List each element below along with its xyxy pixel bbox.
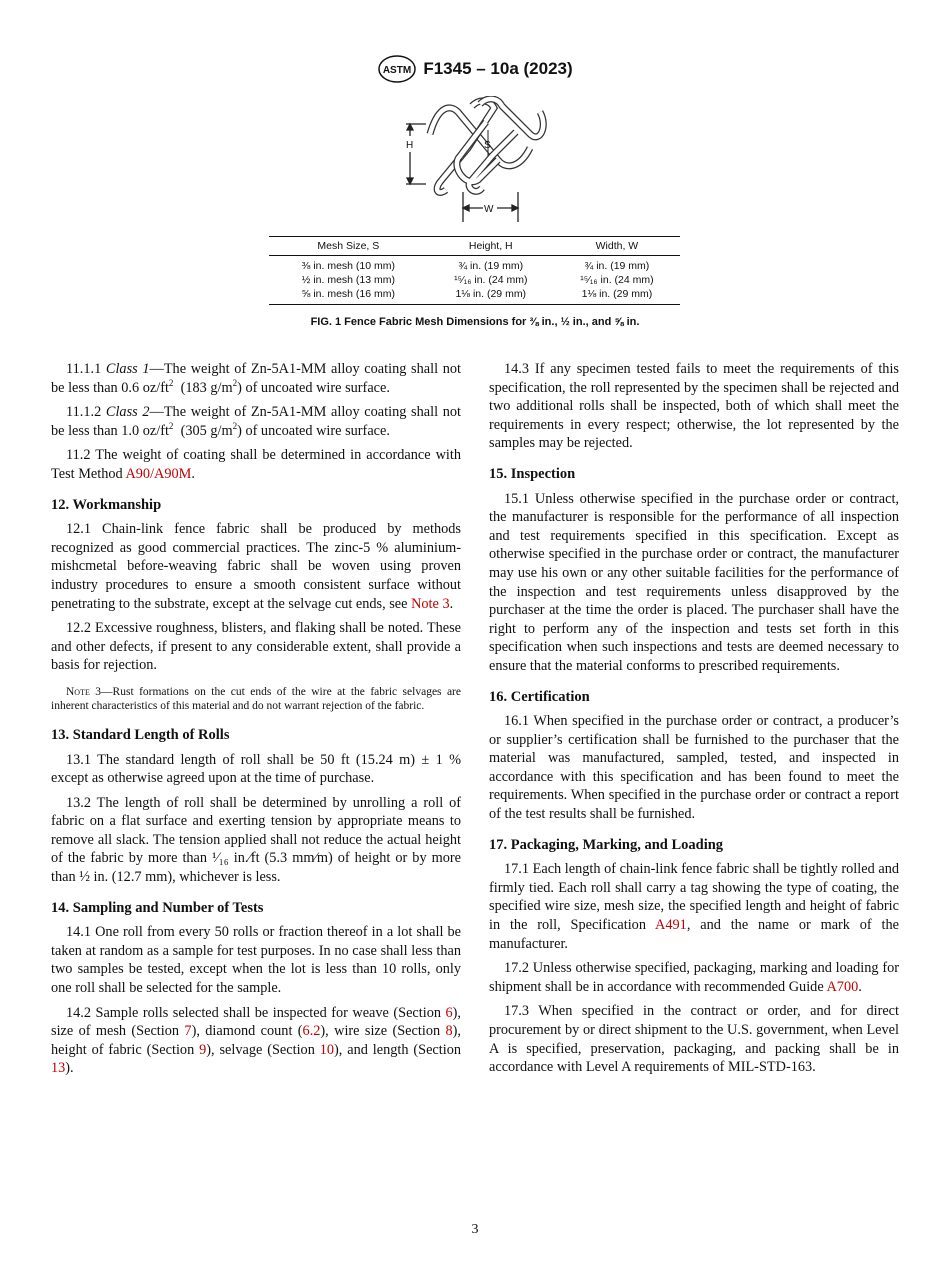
table-row: [269, 273, 680, 287]
paragraph-12-2: 12.2 Excessive roughness, blisters, and flaking shall be noted. These and other defects, if present to any considerable extent, shall provide a basis for rejection.: [51, 620, 461, 674]
link-section-6[interactable]: 6: [445, 1004, 453, 1021]
paragraph-14-2: 14.2 Sample rolls selected shall be inspected for weave (Section 6), size of mesh (Section 7), diamond count (6.2), wire size (Section 8), height of fabric (Section 9), selvage (Section 10), and length (Section 13).: [51, 1004, 461, 1077]
table-cell: ⅜ in. mesh (10 mm): [301, 260, 396, 272]
paragraph-17-1: 17.1 Each length of chain-link fence fabric shall be tightly rolled and firmly tied. Each roll shall carry a tag showing the type of coating, the specified wire size, mesh size, the specified length and height of fabric in the roll, Specification A491, and the name or mark of the manufacturer.: [489, 861, 900, 952]
section-heading-12: 12. Workmanship: [51, 496, 162, 513]
link-section-7[interactable]: 7: [184, 1023, 192, 1040]
table-cell: ½ in. mesh (13 mm): [301, 274, 396, 286]
paragraph-11-1-2: 11.1.2 Class 2—The weight of Zn-5A1-MM alloy coating shall not be less than 1.0 $oz/ft^2$ (305 $g/m^2$) of uncoated wire surface.: [51, 404, 461, 439]
link-section-9[interactable]: 9: [199, 1041, 207, 1058]
document-title: F1345 – 10a (2023): [423, 59, 573, 78]
table-cell: ¹⁵⁄₁₆ in. (24 mm): [580, 274, 654, 286]
table-cell: ¹⁵⁄₁₆ in. (24 mm): [454, 274, 528, 286]
table-cell: ¾ in. (19 mm): [584, 260, 650, 272]
label-s: S: [484, 140, 491, 151]
table-row: [269, 256, 680, 274]
table-header: Height, H: [428, 237, 554, 256]
section-heading-13: 13. Standard Length of Rolls: [51, 726, 230, 743]
table-header: Mesh Size, S: [269, 237, 428, 256]
link-a491[interactable]: A491: [655, 917, 687, 934]
paragraph-13-1: 13.1 The standard length of roll shall be 50 ft (15.24 m) ± 1 % except as otherwise agreed upon at the time of purchase.: [51, 751, 461, 787]
paragraph-16-1: 16.1 When specified in the purchase order or contract, a producer’s or supplier’s certification shall be furnished to the purchaser that the material was manufactured, sampled, tested, and inspected in accordance with this specification and has been found to meet the requirements. When specified in the purchase order or contract a report of the test results shall be furnished.: [489, 713, 899, 823]
label-w: W: [484, 204, 494, 215]
section-heading-15: 15. Inspection: [489, 465, 576, 482]
link-section-8[interactable]: 8: [445, 1023, 453, 1040]
note-3: Note 3—Rust formations on the cut ends of the wire at the fabric selvages are inherent characteristics of this material and do not warrant rejection of the fabric.: [51, 685, 461, 713]
paragraph-14-3: 14.3 If any specimen tested fails to meet the requirements of this specification, the roll represented by the specimen shall be rejected and two additional rolls shall be inspected, both of which shall meet the requirements in every respect; otherwise, the lot represented by the samples may be rejected.: [489, 361, 899, 452]
mesh-dimension-table: [269, 236, 680, 305]
section-heading-14: 14. Sampling and Number of Tests: [51, 899, 264, 916]
table-row: [269, 287, 680, 305]
link-note-3[interactable]: Note 3: [411, 595, 450, 612]
label-h: H: [406, 140, 414, 151]
section-heading-17: 17. Packaging, Marking, and Loading: [489, 836, 724, 853]
paragraph-14-1: 14.1 One roll from every 50 rolls or fraction thereof in a lot shall be taken at random as a sample for test purposes. In no case shall less than two samples be tested, except when the lot is less than 10 rolls, only one roll shall be selected for the sample.: [51, 924, 461, 997]
paragraph-17-2: 17.2 Unless otherwise specified, packaging, marking and loading for shipment shall be in accordance with recommended Guide A700.: [489, 960, 899, 995]
paragraph-15-1: 15.1 Unless otherwise specified in the purchase order or contract, the manufacturer is responsible for the performance of all inspection and test requirements specified in this specification. Except as otherwise specified in the purchase order or contract, the manufacturer may use his own or any other suitable facilities for the performance of the inspection and test requirements unless disapproved by the purchaser at the time the order is placed. The purchaser shall have the right to perform any of the inspection and tests set forth in this specification when such inspections and tests are deemed necessary to ensure that the material conforms to prescribed requirements.: [489, 490, 899, 674]
link-section-10[interactable]: 10: [319, 1041, 335, 1058]
page-number: 3: [471, 1222, 479, 1237]
link-a90[interactable]: A90/A90M: [125, 465, 192, 482]
table-cell: 1⅛ in. (29 mm): [428, 287, 554, 305]
table-cell: ¾ in. (19 mm): [458, 260, 524, 272]
section-heading-16: 16. Certification: [489, 688, 590, 705]
paragraph-12-1: 12.1 Chain-link fence fabric shall be produced by methods recognized as good commercial practices. The zinc-5 % aluminium-mishcmetal before-weaving fabric shall be woven using proven industry procedures to ensure a smooth consistent surface without penetrating to the substrate, except at the selvage cut ends, see Note 3.: [51, 521, 461, 612]
mesh-diagram: [380, 96, 570, 226]
link-section-6-2[interactable]: 6.2: [302, 1023, 321, 1040]
link-section-13[interactable]: 13: [51, 1060, 66, 1077]
svg-text:ASTM: ASTM: [383, 65, 412, 76]
paragraph-11-1-1: 11.1.1 Class 1—The weight of Zn-5A1-MM alloy coating shall not be less than 0.6 $oz/ft^2$ (183 $g/m^2$) of uncoated wire surface.: [51, 361, 461, 396]
figure-caption: FIG. 1 Fence Fabric Mesh Dimensions for ⅜ in., ½ in., and ⅝ in.: [310, 316, 640, 328]
astm-logo-icon: [377, 54, 417, 84]
right-column: [489, 360, 899, 1083]
table-cell: 1⅛ in. (29 mm): [554, 287, 680, 305]
table-header-row: [269, 237, 680, 256]
paragraph-17-3: 17.3 When specified in the contract or order, and for direct procurement by or direct shipment to the U.S. government, when Level A is specified, preservation, packaging, and packing shall be in accordance with Level A requirements of MIL-STD-163.: [489, 1003, 899, 1076]
paragraph-11-2: 11.2 The weight of coating shall be determined in accordance with Test Method A90/A90M.: [51, 447, 461, 482]
link-a700[interactable]: A700: [826, 978, 859, 995]
left-column: [51, 360, 461, 1084]
table-cell: ⅝ in. mesh (16 mm): [269, 287, 428, 305]
page-header: [0, 52, 950, 86]
paragraph-13-2: 13.2 The length of roll shall be determined by unrolling a roll of fabric on a flat surface and exerting tension by appropriate means to remove all slack. The tension applied shall not reduce the actual height of the fabric by more than ¹⁄₁₆ in.⁄ft (5.3 mm⁄m) of height or by more than ½ in. (12.7 mm), whichever is less.: [51, 794, 461, 886]
table-header: Width, W: [554, 237, 680, 256]
